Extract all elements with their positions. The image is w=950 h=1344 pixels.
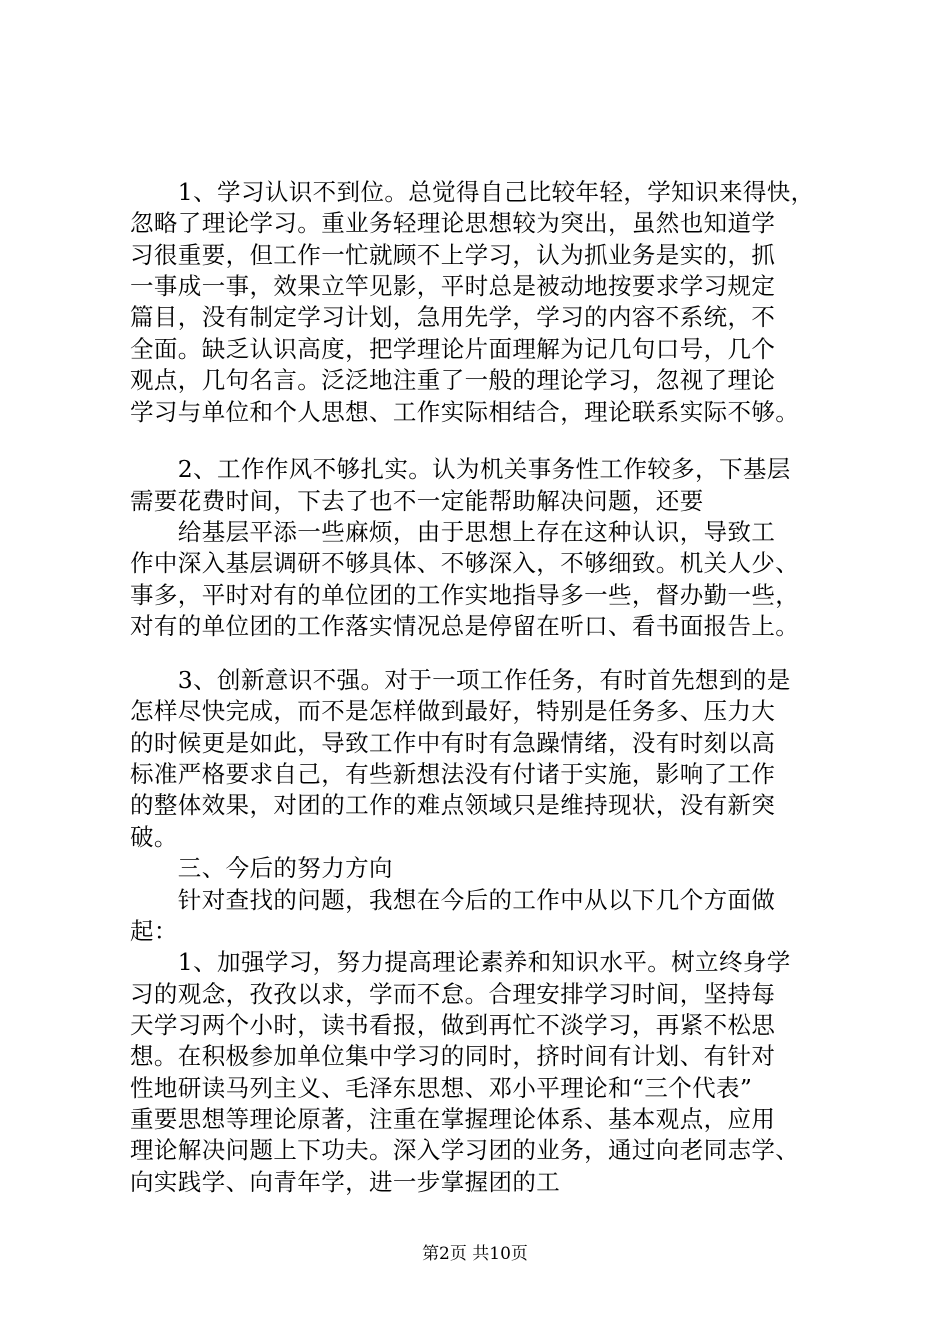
text-line: 理论解决问题上下功夫。深入学习团的业务，通过向老同志学、 [130, 1136, 800, 1164]
text-line: 的整体效果，对团的工作的难点领域只是维持现状，没有新突 [130, 791, 776, 819]
text-line: 习的观念，孜孜以求，学而不怠。合理安排学习时间，坚持每 [130, 980, 776, 1008]
text-line: 观点，几句名言。泛泛地注重了一般的理论学习，忽视了理论 [130, 366, 776, 394]
text-line: 向实践学、向青年学，进一步掌握团的工 [130, 1168, 561, 1196]
text-line: 的时候更是如此，导致工作中有时有急躁情绪，没有时刻以高 [130, 729, 776, 757]
text-line: 作中深入基层调研不够具体、不够深入，不够细致。机关人少、 [130, 549, 800, 577]
text-line: 学习与单位和个人思想、工作实际相结合，理论联系实际不够。 [130, 398, 800, 426]
text-line: 针对查找的问题，我想在今后的工作中从以下几个方面做 [130, 886, 776, 914]
text-line: 忽略了理论学习。重业务轻理论思想较为突出，虽然也知道学 [130, 209, 776, 237]
text-line: 事多，平时对有的单位团的工作实地指导多一些，督办勤一些， [130, 581, 800, 609]
section-heading: 三、今后的努力方向 [130, 854, 393, 882]
text-line: 怎样尽快完成，而不是怎样做到最好，特别是任务多、压力大 [130, 697, 776, 725]
text-line: 3、创新意识不强。对于一项工作任务，有时首先想到的是 [130, 666, 791, 694]
text-line: 破。 [130, 823, 178, 851]
text-line: 性地研读马列主义、毛泽东思想、邓小平理论和“三个代表” [130, 1074, 753, 1102]
text-line: 一事成一事，效果立竿见影，平时总是被动地按要求学习规定 [130, 272, 776, 300]
text-line: 全面。缺乏认识高度，把学理论片面理解为记几句口号，几个 [130, 335, 776, 363]
text-line: 需要花费时间，下去了也不一定能帮助解决问题，还要 [130, 487, 704, 515]
text-line: 给基层平添一些麻烦，由于思想上存在这种认识，导致工 [130, 518, 776, 546]
page-number-footer: 第2页 共10页 [422, 1244, 528, 1264]
text-line: 天学习两个小时，读书看报，做到再忙不淡学习，再紧不松思 [130, 1011, 776, 1039]
text-line: 起： [130, 917, 178, 945]
text-line: 篇目，没有制定学习计划，急用先学，学习的内容不系统，不 [130, 303, 776, 331]
text-line: 习很重要，但工作一忙就顾不上学习，认为抓业务是实的，抓 [130, 241, 776, 269]
text-line: 1、加强学习，努力提高理论素养和知识水平。树立终身学 [130, 948, 791, 976]
text-line: 1、学习认识不到位。总觉得自己比较年轻，学知识来得快， [130, 178, 815, 206]
text-line: 重要思想等理论原著，注重在掌握理论体系、基本观点，应用 [130, 1105, 776, 1133]
text-line: 2、工作作风不够扎实。认为机关事务性工作较多，下基层 [130, 455, 791, 483]
text-line: 标准严格要求自己，有些新想法没有付诸于实施，影响了工作 [130, 760, 776, 788]
text-line: 对有的单位团的工作落实情况总是停留在听口、看书面报告上。 [130, 612, 800, 640]
text-line: 想。在积极参加单位集中学习的同时，挤时间有计划、有针对 [130, 1042, 776, 1070]
